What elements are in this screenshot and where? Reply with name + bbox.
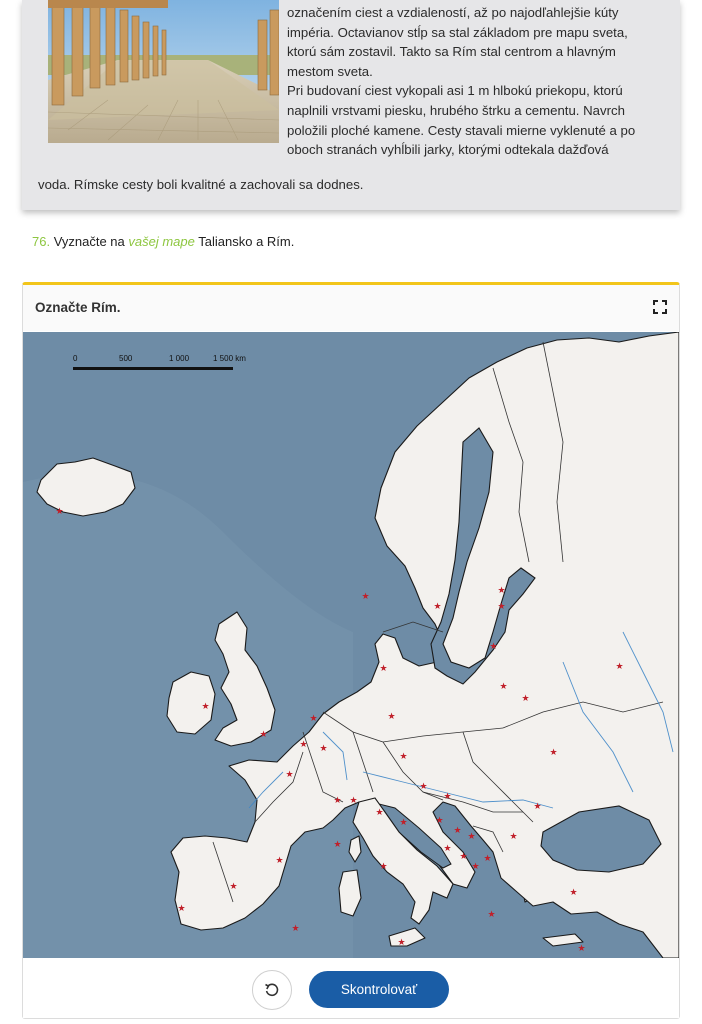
info-line: Pri budovaní ciest vykopali asi 1 m hlbokú priekopu, ktorú	[287, 83, 623, 99]
city-marker[interactable]: ★	[299, 739, 308, 749]
scale-label: 1 500 km	[213, 354, 246, 363]
city-marker[interactable]: ★	[509, 831, 518, 841]
scale-label: 0	[73, 354, 78, 363]
map-exercise-card	[22, 282, 680, 1019]
city-marker[interactable]: ★	[443, 791, 452, 801]
card-title: Označte Rím.	[35, 300, 121, 315]
city-marker[interactable]: ★	[387, 711, 396, 721]
info-line: naplnili vrstvami piesku, hrubého štrku a cementu. Navrch	[287, 102, 625, 118]
city-marker[interactable]: ★	[379, 663, 388, 673]
task-text-after: Taliansko a Rím.	[198, 234, 295, 249]
city-marker[interactable]: ★	[309, 713, 318, 723]
city-marker[interactable]: ★	[319, 743, 328, 753]
city-marker[interactable]: ★	[379, 861, 388, 871]
city-marker[interactable]: ★	[497, 585, 506, 595]
info-last-line: voda. Rímske cesty boli kvalitné a zachovali sa dodnes.	[38, 177, 364, 192]
task-number: 76.	[32, 234, 51, 249]
card-header	[23, 285, 679, 331]
city-marker[interactable]: ★	[453, 825, 462, 835]
reset-button[interactable]	[252, 970, 292, 1010]
europe-map[interactable]	[23, 332, 679, 958]
city-marker[interactable]: ★	[435, 815, 444, 825]
task-text-before: Vyznačte na	[53, 234, 125, 249]
info-line: ktorú sám zostavil. Takto sa Rím stal centrom a hlavným	[287, 44, 616, 60]
city-marker[interactable]: ★	[361, 591, 370, 601]
city-marker[interactable]: ★	[177, 903, 186, 913]
city-marker[interactable]: ★	[521, 693, 530, 703]
reset-icon	[264, 982, 280, 998]
scale-label: 1 000	[169, 354, 190, 363]
city-marker[interactable]: ★	[443, 843, 452, 853]
city-marker[interactable]: ★	[615, 661, 624, 671]
scale-line	[73, 367, 233, 370]
city-marker[interactable]: ★	[419, 781, 428, 791]
city-marker[interactable]: ★	[471, 861, 480, 871]
city-marker[interactable]: ★	[433, 601, 442, 611]
check-button[interactable]: Skontrolovať	[309, 971, 449, 1008]
city-marker[interactable]: ★	[549, 747, 558, 757]
city-marker[interactable]: ★	[459, 851, 468, 861]
city-marker[interactable]: ★	[487, 909, 496, 919]
card-footer	[23, 959, 679, 1018]
city-marker[interactable]: ★	[577, 943, 586, 953]
city-marker[interactable]: ★	[55, 506, 64, 516]
roman-road-photo	[48, 0, 279, 143]
info-line: položili ploché kamene. Cesty stavali mierne vyklenuté a po	[287, 122, 636, 138]
your-map-link[interactable]: vašej mape	[128, 234, 195, 249]
city-marker[interactable]: ★	[259, 729, 268, 739]
city-marker[interactable]: ★	[291, 923, 300, 933]
city-marker[interactable]: ★	[499, 681, 508, 691]
scale-bar	[73, 354, 246, 374]
city-marker[interactable]: ★	[569, 887, 578, 897]
info-line: označením ciest a vzdialeností, až po najodľahlejšie kúty	[287, 5, 619, 20]
info-line: impéria. Octavianov stĺp sa stal základom pre mapu sveta,	[287, 24, 628, 40]
city-marker[interactable]: ★	[275, 855, 284, 865]
city-marker[interactable]: ★	[399, 751, 408, 761]
task-instruction	[32, 234, 294, 249]
city-marker[interactable]: ★	[533, 801, 542, 811]
info-paragraph	[287, 3, 635, 160]
city-marker[interactable]: ★	[201, 701, 210, 711]
city-marker[interactable]: ★	[333, 839, 342, 849]
city-marker[interactable]: ★	[349, 795, 358, 805]
city-marker[interactable]: ★	[399, 817, 408, 827]
city-marker[interactable]: ★	[483, 853, 492, 863]
fullscreen-button[interactable]	[653, 300, 667, 314]
city-marker[interactable]: ★	[397, 937, 406, 947]
city-marker[interactable]: ★	[467, 831, 476, 841]
city-marker[interactable]: ★	[497, 601, 506, 611]
scale-label: 500	[119, 354, 133, 363]
city-marker[interactable]: ★	[229, 881, 238, 891]
city-marker[interactable]: ★	[285, 769, 294, 779]
info-line: mestom sveta.	[287, 63, 373, 79]
info-box	[22, 0, 680, 210]
city-marker[interactable]: ★	[489, 641, 498, 651]
city-marker[interactable]: ★	[375, 807, 384, 817]
fullscreen-icon	[653, 300, 667, 314]
city-marker[interactable]: ★	[333, 795, 342, 805]
info-line: oboch stranách vyhĺbili jarky, ktorými odtekala dažďová	[287, 142, 609, 158]
